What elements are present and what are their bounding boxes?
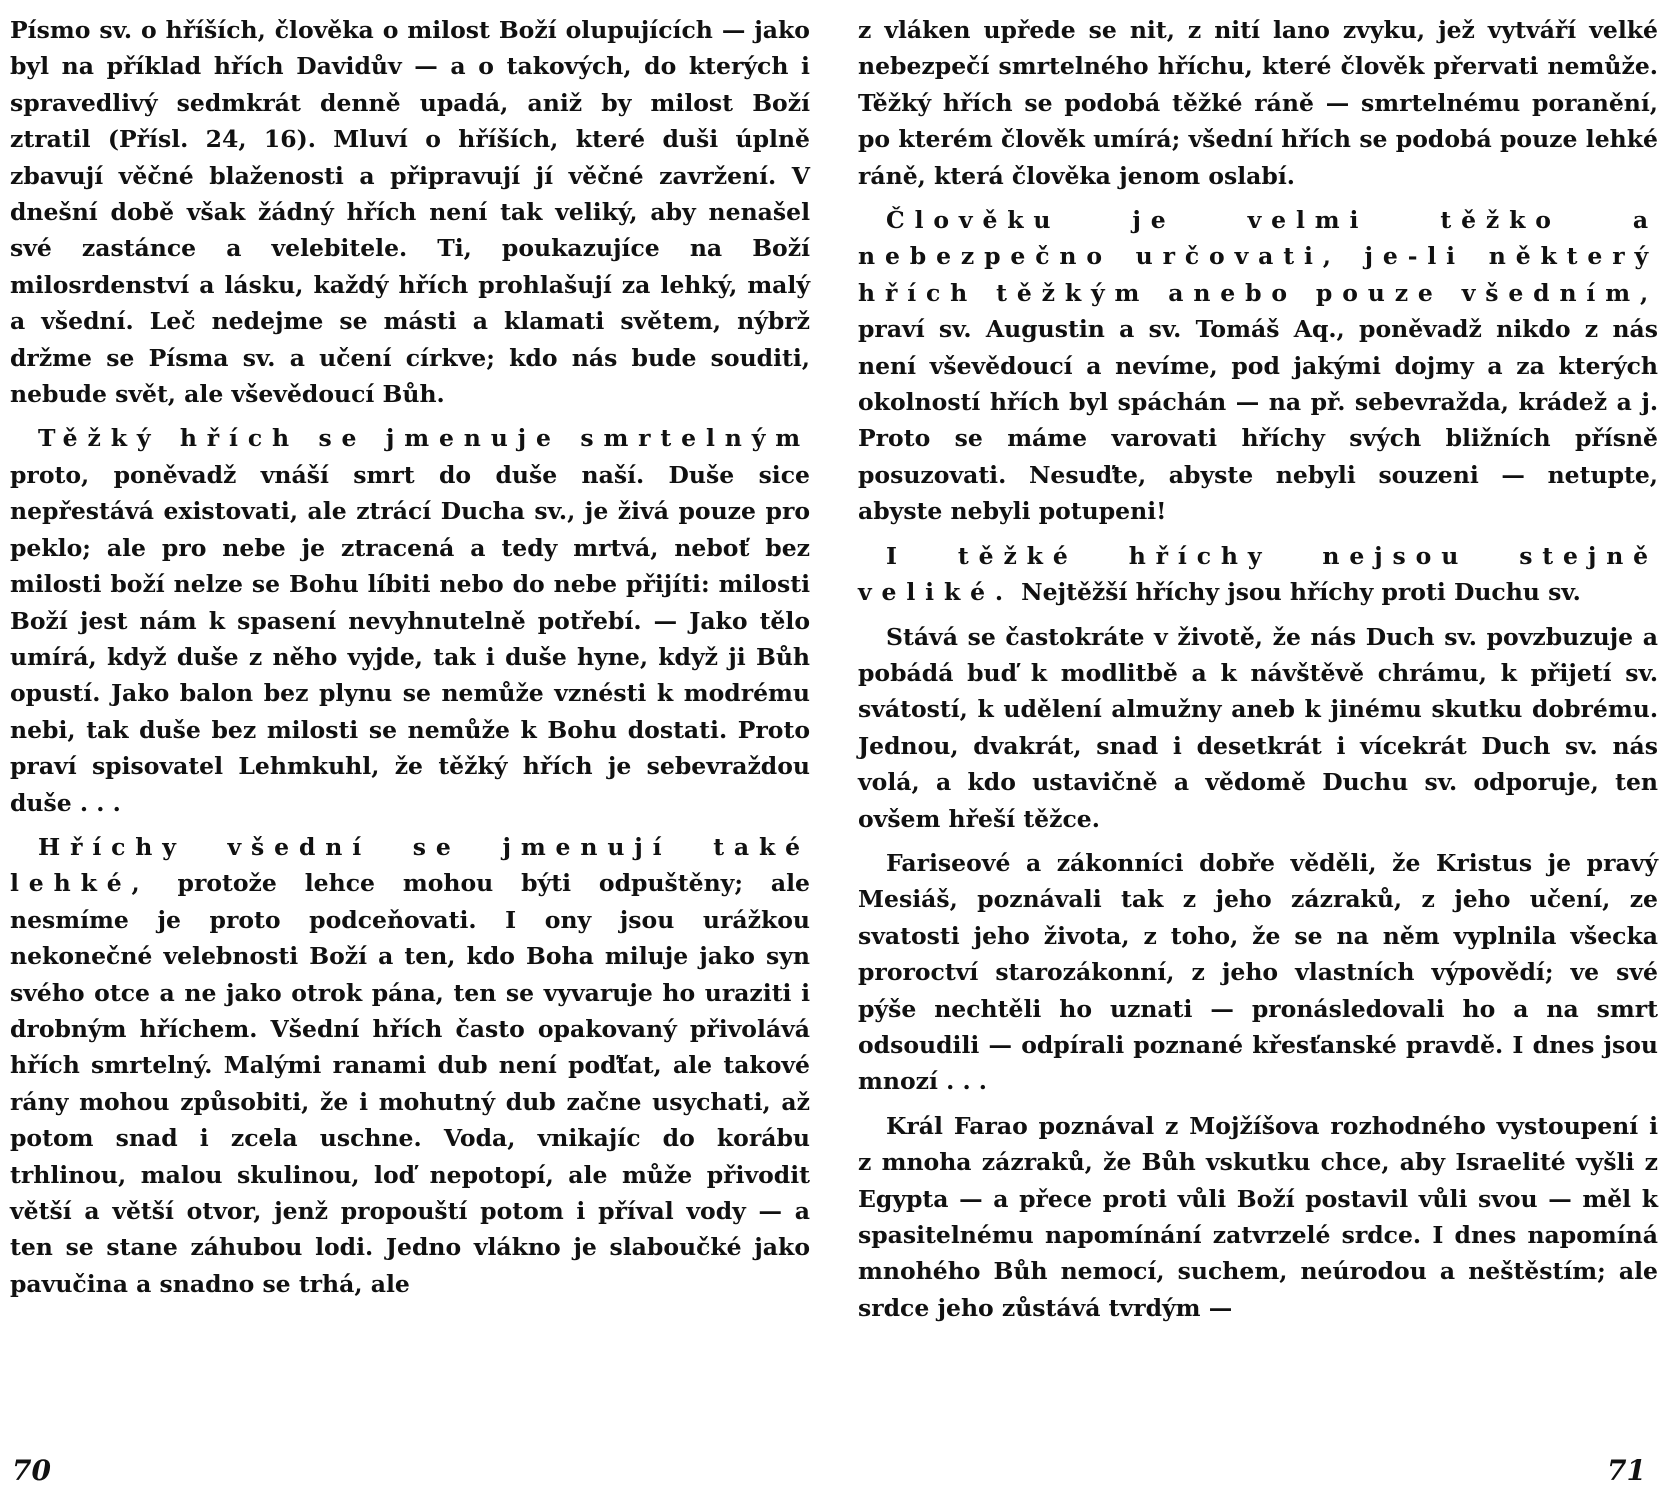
left-paragraph-3 [10,829,810,1302]
page-number: 70 [12,1454,51,1487]
right-paragraph-3 [858,538,1658,611]
right-paragraph-6: Král Farao poznával z Mojžíšova rozhodného vystoupení i z mnoha zázraků, že Bůh vskutku chce, aby Israelité vyšli z Egypta — a přece proti vůli Boží postavil vůli svou — měl k spasitelnému napomínání zatvrzelé srdce. I dnes napomíná mnohého Bůh nemocí, suchem, neúrodou a neštěstím; ale srdce jeho zůstává tvrdým — [858,1111,1658,1322]
right-paragraph-2-text: praví sv. Augustin a sv. Tomáš Aq., poněvadž nikdo z nás není vševědoucí a nevíme, pod jakými dojmy a za kterých okolností hřích byl spáchán — na př. sebevražda, krádež a j. Proto se máme varovati hříchy svých bližních přísně posuzovati. Nesuďte, abyste nebyli souzeni — netupte, abyste nebyli potupeni! [858,315,1658,526]
right-paragraph-5: Fariseové a zákonníci dobře věděli, že Kristus je pravý Mesiáš, poznávali tak z jeho zázraků, z jeho učení, ze svatosti jeho života, z toho, že se na něm vyplnila všecka proroctví starozákonní, z jeho vlastních výpovědí; ve své pýše nechtěli ho uznati — pronásledovali ho a na smrt odsoudili — odpírali poznané křesťanské pravdě. I dnes jsou mnozí . . . [858,848,1658,1096]
left-paragraph-3-text: protože lehce mohou býti odpuštěny; ale nesmíme je proto podceňovati. I ony jsou urážkou nekonečné velebnosti Boží a ten, kdo Boha miluje jako syn svého otce a ne jako otrok pána, ten se vyvaruje ho uraziti i drobným hříchem. Všední hřích často opakovaný přivolává hřích smrtelný. Malými ranami dub není poďťat, ale takové rány mohou způsobiti, že i mohutný dub začne usychati, až potom snad i zcela uschne. Voda, vnikajíc do korábu trhlinou, malou skulinou, loď nepotopí, ale může přivodit větší a větší otvor, jenž propouští potom i příval vody — a ten se stane záhubou lodi. Jedno vlákno je slaboučké jako pavučina a snadno se trhá, ale [10,869,810,1298]
right-paragraph-3-spaced-lead: I těžké hříchy nejsou stejně veliké. [858,541,1658,607]
right-paragraph-3-text: Nejtěžší hříchy jsou hříchy proti Duchu sv. [1012,578,1581,607]
right-paragraph-2 [858,202,1658,530]
page-number: 71 [1607,1454,1646,1487]
left-page [10,0,810,1500]
right-text-column [858,12,1658,1326]
left-text-column [10,12,810,1302]
right-paragraph-2-spaced-lead: Člověku je velmi těžko a nebezpečno určovati, je-li některý hřích těžkým anebo pouze všedním, [858,206,1658,307]
right-paragraph-1: z vláken upřede se nit, z nití lano zvyku, jež vytváří velké nebezpečí smrtelného hříchu, které člověk přervati nemůže. Těžký hřích se podobá těžké ráně — smrtelnému poranění, po kterém člověk umírá; všední hřích se podobá pouze lehké ráně, která člověka jenom oslabí. [858,16,1658,190]
left-paragraph-2 [10,420,810,820]
right-paragraph-4: Stává se častokráte v životě, že nás Duch sv. povzbuzuje a pobádá buď k modlitbě a k návštěvě chrámu, k přijetí sv. svátostí, k udělení almužny aneb k jinému skutku dobrému. Jednou, dvakrát, snad i desetkrát i vícekrát Duch sv. nás volá, a kdo ustavičně a vědomě Duchu sv. odporuje, ten ovšem hřeší těžce. [858,622,1658,833]
left-paragraph-2-spaced-lead: Těžký hřích se jmenuje smrtelným [38,424,810,453]
left-paragraph-1: Písmo sv. o hříších, člověka o milost Boží olupujících — jako byl na příklad hřích Davidův — a o takových, do kterých i spravedlivý sedmkrát denně upadá, aniž by milost Boží ztratil (Přísl. 24, 16). Mluví o hříších, které duši úplně zbavují věčné blaženosti a připravují jí věčné zavržení. V dnešní době však žádný hřích není tak veliký, aby nenašel své zastánce a velebitele. Ti, poukazujíce na Boží milosrdenství a lásku, každý hřích prohlašují za lehký, malý a všední. Leč nedejme se másti a klamati světem, nýbrž držme se Písma sv. a učení církve; kdo nás bude souditi, nebude svět, ale vševědoucí Bůh. [10,16,810,409]
right-page [858,0,1658,1500]
left-paragraph-3-spaced-lead: Hříchy všední se jmenují také lehké, [10,832,810,898]
left-paragraph-2-text: proto, poněvadž vnáší smrt do duše naší. Duše sice nepřestává existovati, ale ztrácí Ducha sv., je živá pouze pro peklo; ale pro nebe je ztracená a tedy mrtvá, neboť bez milosti boží nelze se Bohu líbiti nebo do nebe přijíti: milosti Boží jest nám k spasení nevyhnutelně potřebí. — Jako tělo umírá, když duše z něho vyjde, tak i duše hyne, když ji Bůh opustí. Jako balon bez plynu se nemůže vznésti k modrému nebi, tak duše bez milosti se nemůže k Bohu dostati. Proto praví spisovatel Lehmkuhl, že těžký hřích je sebevraždou duše . . . [10,460,810,817]
